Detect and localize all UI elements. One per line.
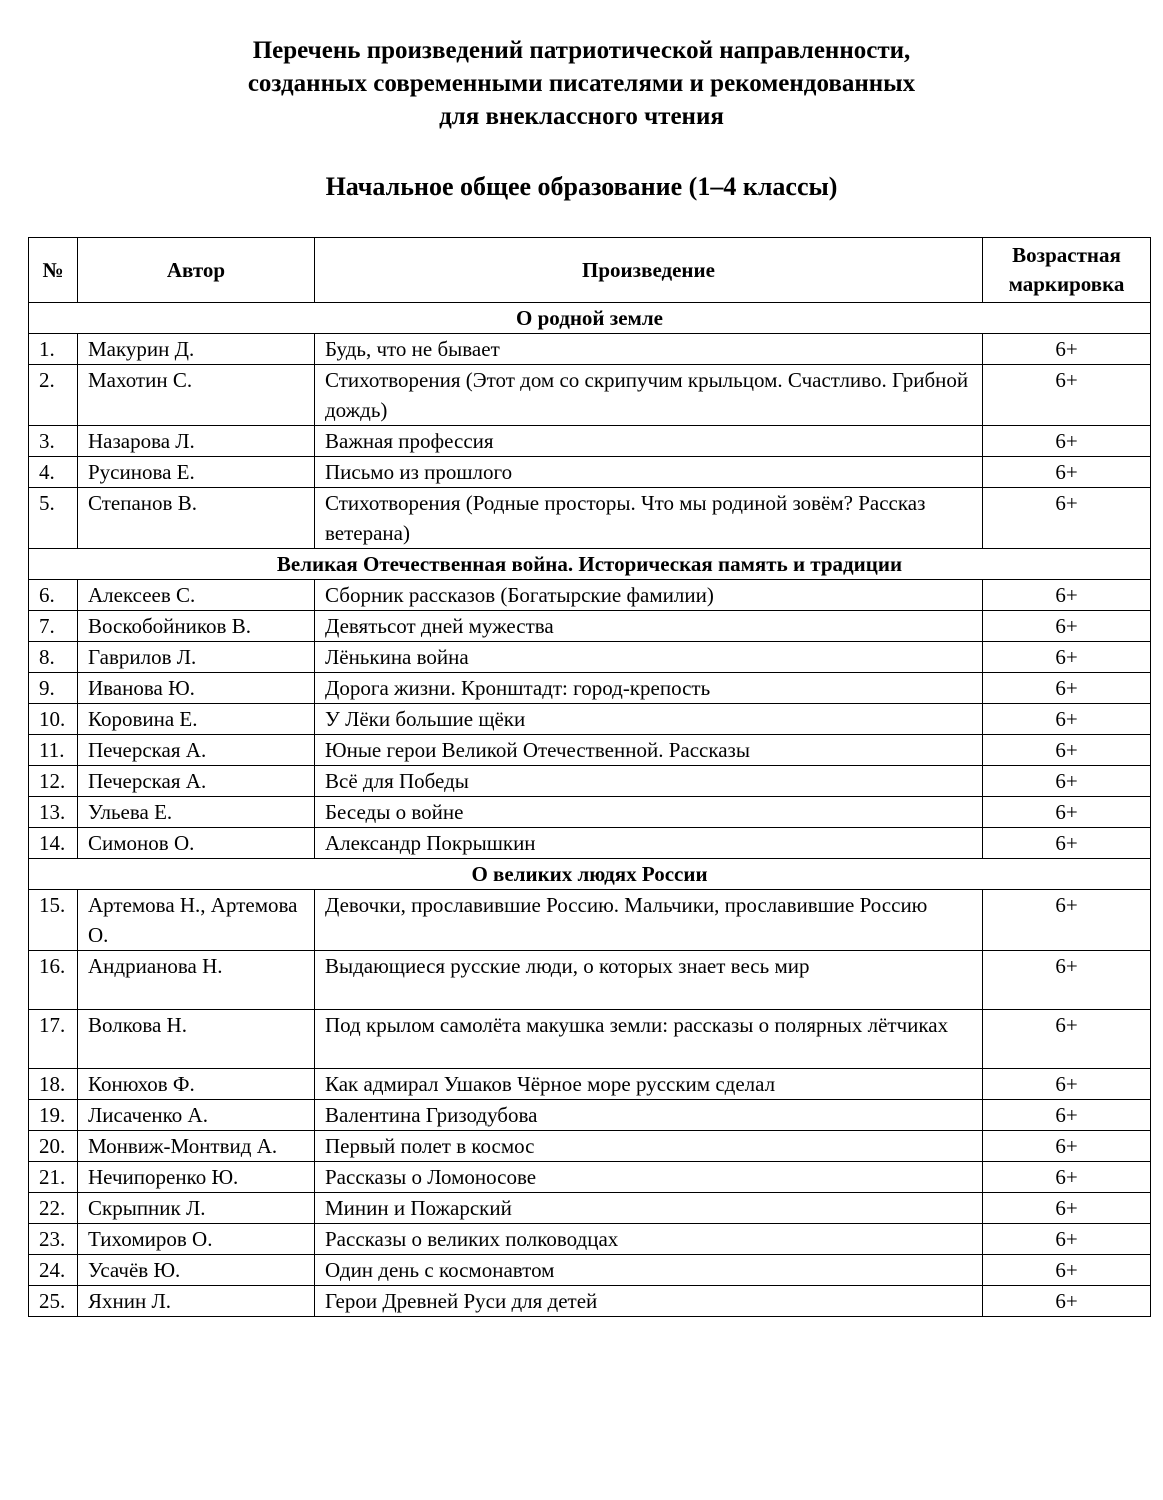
- table-row: [29, 1193, 1151, 1224]
- table-row: [29, 890, 1151, 951]
- row-work: Стихотворения (Родные просторы. Что мы родиной зовём? Рассказ ветерана): [315, 488, 983, 549]
- section-title: О родной земле: [29, 303, 1151, 334]
- row-age-marking: 6+: [983, 1193, 1151, 1224]
- row-work: Герои Древней Руси для детей: [315, 1286, 983, 1317]
- row-number: 1.: [29, 334, 78, 365]
- row-author: Русинова Е.: [78, 457, 315, 488]
- section-subtitle: Начальное общее образование (1–4 классы): [325, 172, 838, 201]
- row-number: 18.: [29, 1069, 78, 1100]
- row-author: Ульева Е.: [78, 797, 315, 828]
- row-age-marking: 6+: [983, 828, 1151, 859]
- header-work: Произведение: [315, 238, 983, 303]
- row-number: 20.: [29, 1131, 78, 1162]
- row-work: Рассказы о великих полководцах: [315, 1224, 983, 1255]
- section-title: О великих людях России: [29, 859, 1151, 890]
- header-author: Автор: [78, 238, 315, 303]
- row-number: 23.: [29, 1224, 78, 1255]
- section-title: Великая Отечественная война. Историческая память и традиции: [29, 549, 1151, 580]
- row-age-marking: 6+: [983, 1100, 1151, 1131]
- row-number: 25.: [29, 1286, 78, 1317]
- row-age-marking: 6+: [983, 951, 1151, 1010]
- row-work: Первый полет в космос: [315, 1131, 983, 1162]
- row-work: Минин и Пожарский: [315, 1193, 983, 1224]
- row-age-marking: 6+: [983, 642, 1151, 673]
- row-author: Тихомиров О.: [78, 1224, 315, 1255]
- row-author: Коровина Е.: [78, 704, 315, 735]
- row-author: Лисаченко А.: [78, 1100, 315, 1131]
- table-row: [29, 580, 1151, 611]
- row-number: 16.: [29, 951, 78, 1010]
- row-work: Будь, что не бывает: [315, 334, 983, 365]
- section-header-row: [29, 859, 1151, 890]
- row-author: Андрианова Н.: [78, 951, 315, 1010]
- row-author: Монвиж-Монтвид А.: [78, 1131, 315, 1162]
- row-age-marking: 6+: [983, 457, 1151, 488]
- row-work: Под крылом самолёта макушка земли: рассказы о полярных лётчиках: [315, 1010, 983, 1069]
- row-number: 19.: [29, 1100, 78, 1131]
- table-row: [29, 1100, 1151, 1131]
- title-line: для внеклассного чтения: [439, 103, 724, 130]
- row-author: Печерская А.: [78, 735, 315, 766]
- row-age-marking: 6+: [983, 890, 1151, 951]
- row-author: Иванова Ю.: [78, 673, 315, 704]
- row-work: Дорога жизни. Кронштадт: город-крепость: [315, 673, 983, 704]
- row-author: Макурин Д.: [78, 334, 315, 365]
- row-age-marking: 6+: [983, 1069, 1151, 1100]
- row-age-marking: 6+: [983, 1286, 1151, 1317]
- row-work: Девочки, прославившие Россию. Мальчики, прославившие Россию: [315, 890, 983, 951]
- row-number: 2.: [29, 365, 78, 426]
- table-row: [29, 457, 1151, 488]
- header-age-marking: [983, 238, 1151, 303]
- table-row: [29, 1255, 1151, 1286]
- row-work: Стихотворения (Этот дом со скрипучим крыльцом. Счастливо. Грибной дождь): [315, 365, 983, 426]
- row-work: Юные герои Великой Отечественной. Рассказы: [315, 735, 983, 766]
- row-author: Степанов В.: [78, 488, 315, 549]
- row-number: 22.: [29, 1193, 78, 1224]
- row-work: Девятьсот дней мужества: [315, 611, 983, 642]
- row-number: 12.: [29, 766, 78, 797]
- table-row: [29, 1010, 1151, 1069]
- row-age-marking: 6+: [983, 797, 1151, 828]
- row-work: Беседы о войне: [315, 797, 983, 828]
- row-age-marking: 6+: [983, 1224, 1151, 1255]
- row-work: Сборник рассказов (Богатырские фамилии): [315, 580, 983, 611]
- row-work: Важная профессия: [315, 426, 983, 457]
- table-row: [29, 365, 1151, 426]
- title-line: созданных современными писателями и рекомендованных: [247, 70, 916, 97]
- table-header-row: [29, 238, 1151, 303]
- table-row: [29, 334, 1151, 365]
- row-number: 10.: [29, 704, 78, 735]
- row-work: Рассказы о Ломоносове: [315, 1162, 983, 1193]
- row-number: 6.: [29, 580, 78, 611]
- row-number: 7.: [29, 611, 78, 642]
- row-author: Алексеев С.: [78, 580, 315, 611]
- row-author: Назарова Л.: [78, 426, 315, 457]
- row-age-marking: 6+: [983, 365, 1151, 426]
- row-work: Валентина Гризодубова: [315, 1100, 983, 1131]
- title-line: Перечень произведений патриотической направленности,: [252, 37, 911, 64]
- reading-list-table: [28, 237, 1151, 1317]
- row-author: Яхнин Л.: [78, 1286, 315, 1317]
- row-author: Печерская А.: [78, 766, 315, 797]
- section-header-row: [29, 303, 1151, 334]
- row-work: Александр Покрышкин: [315, 828, 983, 859]
- row-work: Выдающиеся русские люди, о которых знает весь мир: [315, 951, 983, 1010]
- row-age-marking: 6+: [983, 488, 1151, 549]
- row-author: Махотин С.: [78, 365, 315, 426]
- table-row: [29, 611, 1151, 642]
- table-row: [29, 673, 1151, 704]
- row-work: Письмо из прошлого: [315, 457, 983, 488]
- row-number: 17.: [29, 1010, 78, 1069]
- row-number: 11.: [29, 735, 78, 766]
- row-age-marking: 6+: [983, 673, 1151, 704]
- table-row: [29, 642, 1151, 673]
- table-row: [29, 797, 1151, 828]
- row-number: 21.: [29, 1162, 78, 1193]
- table-row: [29, 951, 1151, 1010]
- table-row: [29, 1162, 1151, 1193]
- row-author: Конюхов Ф.: [78, 1069, 315, 1100]
- row-author: Скрыпник Л.: [78, 1193, 315, 1224]
- row-author: Усачёв Ю.: [78, 1255, 315, 1286]
- row-age-marking: 6+: [983, 735, 1151, 766]
- row-number: 3.: [29, 426, 78, 457]
- row-work: Один день с космонавтом: [315, 1255, 983, 1286]
- table-row: [29, 426, 1151, 457]
- document-title: [0, 34, 1163, 133]
- header-age-line: Возрастная: [1012, 243, 1121, 267]
- row-number: 4.: [29, 457, 78, 488]
- table-row: [29, 704, 1151, 735]
- row-author: Симонов О.: [78, 828, 315, 859]
- header-age-line: маркировка: [1008, 272, 1125, 296]
- row-age-marking: 6+: [983, 334, 1151, 365]
- row-number: 13.: [29, 797, 78, 828]
- table-row: [29, 735, 1151, 766]
- row-number: 8.: [29, 642, 78, 673]
- row-age-marking: 6+: [983, 1162, 1151, 1193]
- row-author: Нечипоренко Ю.: [78, 1162, 315, 1193]
- row-age-marking: 6+: [983, 580, 1151, 611]
- table-row: [29, 1131, 1151, 1162]
- row-age-marking: 6+: [983, 1010, 1151, 1069]
- row-work: Лёнькина война: [315, 642, 983, 673]
- table-row: [29, 1224, 1151, 1255]
- row-author: Артемова Н., Артемова О.: [78, 890, 315, 951]
- section-header-row: [29, 549, 1151, 580]
- row-age-marking: 6+: [983, 704, 1151, 735]
- row-author: Гаврилов Л.: [78, 642, 315, 673]
- table-row: [29, 488, 1151, 549]
- row-age-marking: 6+: [983, 766, 1151, 797]
- row-number: 15.: [29, 890, 78, 951]
- table-row: [29, 828, 1151, 859]
- row-age-marking: 6+: [983, 611, 1151, 642]
- row-author: Воскобойников В.: [78, 611, 315, 642]
- row-work: Всё для Победы: [315, 766, 983, 797]
- row-work: Как адмирал Ушаков Чёрное море русским сделал: [315, 1069, 983, 1100]
- row-number: 14.: [29, 828, 78, 859]
- header-num: №: [29, 238, 78, 303]
- row-number: 9.: [29, 673, 78, 704]
- table-row: [29, 766, 1151, 797]
- row-age-marking: 6+: [983, 1255, 1151, 1286]
- table-body: [29, 303, 1151, 1317]
- row-number: 5.: [29, 488, 78, 549]
- row-author: Волкова Н.: [78, 1010, 315, 1069]
- table-row: [29, 1069, 1151, 1100]
- row-number: 24.: [29, 1255, 78, 1286]
- row-age-marking: 6+: [983, 1131, 1151, 1162]
- row-work: У Лёки большие щёки: [315, 704, 983, 735]
- row-age-marking: 6+: [983, 426, 1151, 457]
- table-row: [29, 1286, 1151, 1317]
